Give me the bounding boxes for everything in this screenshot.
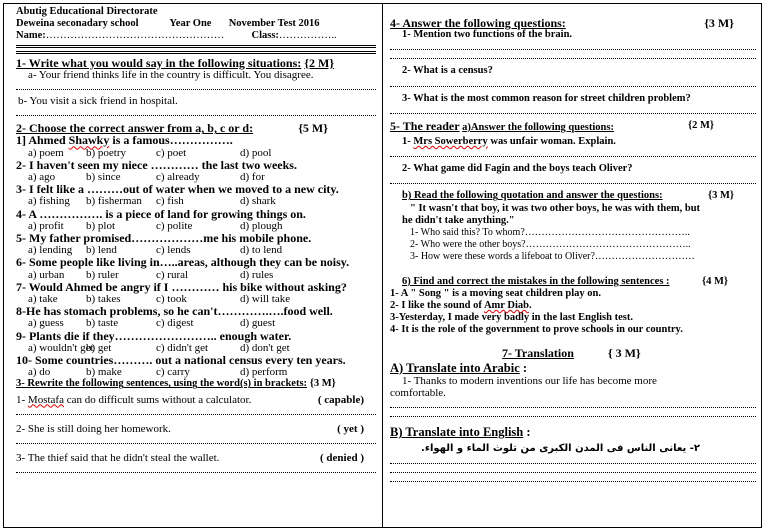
q2-option: d) perform [240, 366, 288, 379]
header-double-rule-2 [16, 51, 376, 54]
q5-heading [390, 120, 756, 134]
q5-b-question: 1- Who said this? To whom?………………………………………….. [410, 227, 690, 239]
q2-option: a) ago [28, 171, 56, 184]
q2-option: d) don't get [240, 341, 290, 354]
q3-number: 3- [16, 452, 28, 465]
q7-heading [390, 347, 756, 359]
q5-b-question: 3- How were these words a lifeboat to Oliver?………………………… [410, 251, 695, 263]
q2-option: c) didn't get [156, 341, 209, 354]
q5-sub-b: b) Read the following quotation and answer the questions: [402, 190, 663, 202]
q6-sentence [390, 312, 756, 324]
q1-marks: {2 M} [304, 55, 335, 70]
q2-question [16, 183, 376, 195]
q2-option: d) rules [240, 268, 274, 281]
spacer [16, 444, 376, 449]
q1-heading [16, 57, 376, 69]
q5-a-question [390, 163, 756, 175]
q2-option: d) will take [240, 293, 291, 306]
q2-option: d) to lend [240, 244, 283, 257]
q5-b-marks: {3 M} [707, 190, 734, 202]
quote-line-2: he didn't take anything." [402, 214, 515, 226]
q1-situation-a: a- Your friend thinks life in the country is difficult. You disagree. [28, 68, 314, 81]
q7-a-heading [390, 361, 756, 375]
q2-option: b) plot [86, 219, 116, 232]
q6-heading [390, 276, 756, 288]
q5-b-question: 2- Who were the other boys?………………………………………….. [410, 239, 691, 251]
q2-option: c) lends [156, 244, 191, 257]
q4-question: 1- Mention two functions of the brain. [402, 29, 573, 41]
q2-question-text: 8-He has stomach problems, so he can't………….….food well. [16, 304, 333, 319]
column-divider [382, 3, 383, 528]
answer-line [390, 105, 756, 114]
q7-b-colon: : [523, 425, 531, 440]
q4-question: 3- What is the most common reason for street children problem? [402, 92, 691, 104]
q2-question-text: is a famous……………. [109, 133, 233, 148]
q5-a-text: What game did Fagin and the boys teach Oliver? [413, 163, 633, 175]
q2-option: c) poet [156, 146, 187, 159]
q3-bracket-word: ( yet ) [337, 422, 364, 435]
q2-option: a) take [28, 293, 58, 306]
q2-question-text: Shawky [68, 133, 110, 148]
quote-line-1: " It wasn't that boy, it was two other boys, he was with them, but [410, 202, 701, 214]
q6-sentence [390, 288, 756, 300]
q2-items [16, 134, 376, 378]
answer-line [390, 399, 756, 408]
q3-sentence-text [16, 394, 251, 406]
answer-line [16, 464, 376, 473]
q6-text: 3-Yesterday, I made very badly in the last English test. [390, 312, 633, 324]
q2-option: c) already [156, 171, 200, 184]
q2-option: d) pool [240, 146, 272, 159]
q7-a-title: A) Translate into Arabic [390, 360, 520, 375]
q3-bracket-word: ( denied ) [320, 452, 364, 465]
q2-option: b) fisherman [86, 195, 142, 208]
q7-b-title: B) Translate into English [390, 425, 524, 440]
q2-option: a) do [28, 366, 51, 379]
answer-line [16, 435, 376, 444]
q7-marks: { 3 M} [607, 345, 641, 360]
q3-text: can do difficult sums without a calculator. [63, 393, 252, 406]
class-label: Class: [251, 30, 279, 42]
q2-option: c) fish [156, 195, 184, 208]
year-label: Year One [169, 18, 212, 30]
q2-question-text: 2- I haven't seen my niece ………… the last two weeks. [16, 157, 297, 172]
q4-marks: {3 M} [704, 16, 734, 30]
answer-line [390, 464, 756, 473]
q2-option: c) carry [156, 366, 190, 379]
q5-title: 5- The reader [390, 118, 460, 133]
name-class-line [16, 30, 376, 42]
q5-marks: {2 M} [687, 119, 714, 131]
q2-option: a) fishing [28, 195, 70, 208]
q5-a-question [390, 136, 756, 148]
q4-question: 2- What is a census? [402, 65, 493, 77]
directorate-title: Abutig Educational Directorate [16, 6, 158, 17]
q5-b-items [390, 227, 756, 264]
q2-question-text: 10- Some countries………. out a national census every ten years. [16, 353, 346, 368]
school-name: Deweina seconadary school [16, 18, 139, 30]
q2-option: d) guest [240, 317, 276, 330]
q2-option: d) plough [240, 219, 283, 232]
q2-option: c) rural [156, 268, 189, 281]
q3-items [16, 394, 376, 479]
q2-option: a) lending [28, 244, 73, 257]
q7-b-heading [390, 425, 756, 439]
answer-line [16, 81, 376, 90]
q1-situation-b: b- You visit a sick friend in hospital. [18, 95, 178, 108]
right-column [390, 17, 756, 482]
q2-question [16, 281, 376, 293]
q7-a-text-2: comfortable. [390, 387, 446, 400]
q3-name: Mostafa [27, 393, 64, 406]
q3-text: She is still doing her homework. [27, 422, 171, 435]
q2-question [16, 232, 376, 244]
q3-number: 1- [16, 393, 28, 406]
q6-text: 2- I like the sound of [390, 300, 484, 312]
q2-option: c) polite [156, 219, 193, 232]
q1-title: 1- Write what you would say in the following situations: [16, 55, 302, 70]
q4-items [390, 29, 756, 114]
q2-option: b) takes [86, 293, 121, 306]
q5-sub-a: a)Answer the following questions: [462, 121, 614, 133]
q2-option: b) get [86, 341, 112, 354]
answer-line [390, 455, 756, 464]
answer-line [390, 148, 756, 157]
answer-line [390, 41, 756, 50]
q2-question-text: 9- Plants die if they…………………….. enough water. [16, 328, 292, 343]
name-label: Name: [16, 30, 46, 42]
q3-sentence [16, 423, 376, 435]
q7-b-arabic: ٢- يعانى الناس فى المدن الكبرى من تلوث الماء و الهواء. [421, 443, 700, 455]
q2-question-text: 6- Some people like living in…..areas, although they can be noisy. [16, 255, 350, 270]
q2-question-text: 7- Would Ahmed be angry if I ………… his bike without asking? [16, 279, 347, 294]
q2-option: a) profit [28, 219, 64, 232]
q2-question [16, 256, 376, 268]
q3-sentence [16, 394, 376, 406]
q5-a-items [390, 136, 756, 184]
q2-option: b) make [86, 366, 122, 379]
q2-question [16, 305, 376, 317]
q4-title: 4- Answer the following questions: [390, 16, 566, 30]
q2-option: c) digest [156, 317, 194, 330]
q2-question [16, 330, 376, 342]
q2-marks: {5 M} [298, 121, 328, 136]
q5-a-number: 2- [402, 163, 414, 175]
q5-a-text: was unfair woman. Explain. [487, 136, 616, 148]
q7-a-text-1: 1- Thanks to modern inventions our life has become more [402, 374, 657, 387]
q6-name: Amr Diab [483, 300, 529, 312]
q2-option: b) poetry [86, 146, 127, 159]
q2-option: a) urban [28, 268, 65, 281]
q2-option: a) wouldn't get [28, 341, 94, 354]
q7-a-colon: : [519, 360, 528, 375]
q3-text: The thief said that he didn't steal the wallet. [27, 452, 220, 465]
q2-question [16, 159, 376, 171]
q2-question [16, 134, 376, 146]
q3-heading [16, 378, 376, 390]
q7-title: 7- Translation [502, 345, 574, 360]
q2-option: d) shark [240, 195, 276, 208]
q3-sentence [16, 452, 376, 464]
q2-question-text: 5- My father promised………………me his mobile phone. [16, 231, 312, 246]
class-dots: …………….. [278, 30, 337, 42]
q2-option: b) since [86, 171, 121, 184]
q3-bracket-word: ( capable) [317, 393, 364, 406]
answer-line [390, 50, 756, 59]
q6-text: 1- A " Song " is a moving seat children play on. [390, 287, 601, 299]
q3-sentence-text [16, 423, 171, 435]
q4-heading [390, 17, 756, 29]
answer-line [390, 78, 756, 87]
q2-option: b) taste [86, 317, 119, 330]
spacer [16, 473, 376, 478]
q3-sentence-text [16, 452, 219, 464]
answer-line [390, 175, 756, 184]
header-double-rule [16, 45, 376, 48]
q2-question-text: 1] Ahmed [16, 133, 69, 148]
q2-question-text: 4- A ……………. is a piece of land for growing things on. [16, 206, 306, 221]
test-label: November Test 2016 [228, 18, 320, 30]
q2-question-text: 3- I felt like a ………out of water when we moved to a new city. [16, 182, 339, 197]
answer-line [390, 473, 756, 482]
q6-text: 4- It is the role of the government to prove schools in our country. [390, 324, 683, 336]
q3-title: 3- Rewrite the following sentences, using the word(s) in brackets: [16, 378, 308, 390]
q5-b-heading [390, 190, 756, 202]
q6-marks: {4 M} [701, 275, 728, 287]
q5-a-name: Mrs Sowerberry [413, 136, 488, 148]
answer-line [16, 406, 376, 415]
q6-sentence [390, 300, 756, 312]
school-line [16, 18, 376, 30]
left-column [16, 6, 376, 478]
answer-line [16, 107, 376, 116]
q2-option: d) for [240, 171, 265, 184]
q2-option: b) ruler [86, 268, 119, 281]
q3-number: 2- [16, 422, 28, 435]
q6-text-end: . [528, 300, 532, 312]
spacer [16, 415, 376, 420]
q2-title: 2- Choose the correct answer from a, b, c or d: [16, 121, 254, 136]
q2-option: c) took [156, 293, 187, 306]
q2-option: a) poem [28, 146, 64, 159]
q2-options [16, 366, 376, 378]
q2-option: b) lend [86, 244, 117, 257]
q5-a-number: 1- [402, 136, 414, 148]
q6-sentence [390, 324, 756, 336]
q2-question [16, 208, 376, 220]
answer-line [390, 408, 756, 417]
q2-question [16, 354, 376, 366]
q6-items [390, 288, 756, 337]
name-dots: …………………………………………… [45, 30, 225, 42]
q6-title: 6) Find and correct the mistakes in the following sentences : [402, 275, 670, 287]
q2-option: a) guess [28, 317, 64, 330]
q3-marks: {3 M} [309, 378, 336, 390]
